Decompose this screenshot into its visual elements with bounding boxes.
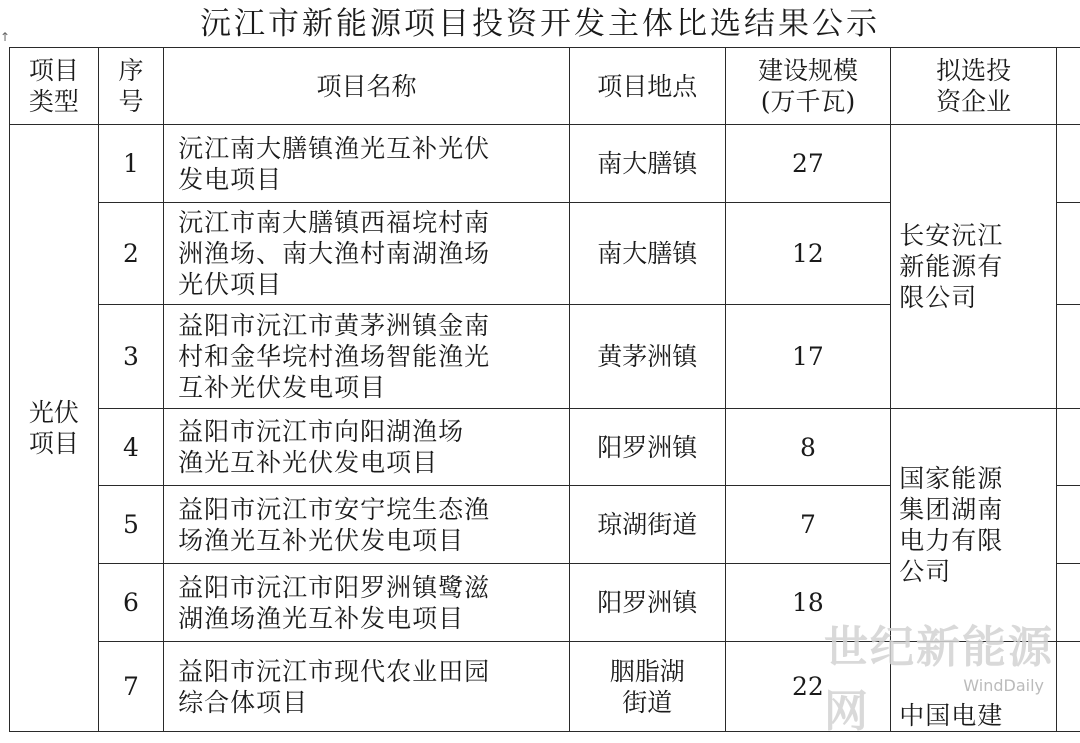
corner-mark: ↑ (0, 30, 11, 44)
project-name-cell: 沅江市南大膳镇西福垸村南 洲渔场、南大渔村南湖渔场 光伏项目 (164, 203, 570, 305)
seq-cell: 2 (98, 203, 163, 305)
table-row (10, 409, 1080, 486)
scale-cell: 12 (725, 203, 891, 305)
seq-cell: 4 (98, 409, 163, 486)
location-cell: 阳罗洲镇 (569, 409, 725, 486)
location-cell: 黄茅洲镇 (569, 305, 725, 409)
scale-cell: 22 (725, 642, 891, 732)
scale-cell: 27 (725, 125, 891, 203)
watermark-text: 世纪新能源网 (824, 622, 1054, 737)
header-extra (1056, 48, 1080, 125)
location-cell: 胭脂湖 街道 (569, 642, 725, 732)
enterprise-cell: 长安沅江 新能源有 限公司 (891, 125, 1057, 409)
type-group-cell: 光伏 项目 (10, 125, 99, 732)
location-cell: 南大膳镇 (569, 203, 725, 305)
header-enterprise: 拟选投 资企业 (891, 48, 1057, 125)
scale-cell: 18 (725, 564, 891, 642)
seq-cell: 7 (98, 642, 163, 732)
document-title: 沅江市新能源项目投资开发主体比选结果公示 (200, 6, 880, 42)
location-cell: 南大膳镇 (569, 125, 725, 203)
project-name-cell: 益阳市沅江市阳罗洲镇鹭滋 湖渔场渔光互补发电项目 (164, 564, 570, 642)
scale-cell: 7 (725, 486, 891, 564)
table-row (10, 125, 1080, 203)
project-name-cell: 益阳市沅江市安宁垸生态渔 场渔光互补光伏发电项目 (164, 486, 570, 564)
scale-cell: 17 (725, 305, 891, 409)
enterprise-cell: 国家能源 集团湖南 电力有限 公司 (891, 409, 1057, 642)
table-row (10, 642, 1080, 732)
header-scale: 建设规模 (万千瓦) (725, 48, 891, 125)
seq-cell: 5 (98, 486, 163, 564)
watermark-small-text: WindDaily (963, 676, 1044, 695)
location-cell: 阳罗洲镇 (569, 564, 725, 642)
header-location: 项目地点 (569, 48, 725, 125)
scale-cell: 8 (725, 409, 891, 486)
header-seq: 序 号 (98, 48, 163, 125)
project-name-cell: 益阳市沅江市向阳湖渔场 渔光互补光伏发电项目 (164, 409, 570, 486)
seq-cell: 3 (98, 305, 163, 409)
enterprise-cell: 中国电建 (891, 642, 1057, 732)
header-type: 项目 类型 (10, 48, 99, 125)
results-table (9, 47, 1080, 732)
project-name-cell: 益阳市沅江市黄茅洲镇金南 村和金华垸村渔场智能渔光 互补光伏发电项目 (164, 305, 570, 409)
table-header-row (10, 48, 1080, 125)
location-cell: 琼湖街道 (569, 486, 725, 564)
seq-cell: 6 (98, 564, 163, 642)
header-name: 项目名称 (164, 48, 570, 125)
seq-cell: 1 (98, 125, 163, 203)
project-name-cell: 益阳市沅江市现代农业田园 综合体项目 (164, 642, 570, 732)
project-name-cell: 沅江南大膳镇渔光互补光伏 发电项目 (164, 125, 570, 203)
